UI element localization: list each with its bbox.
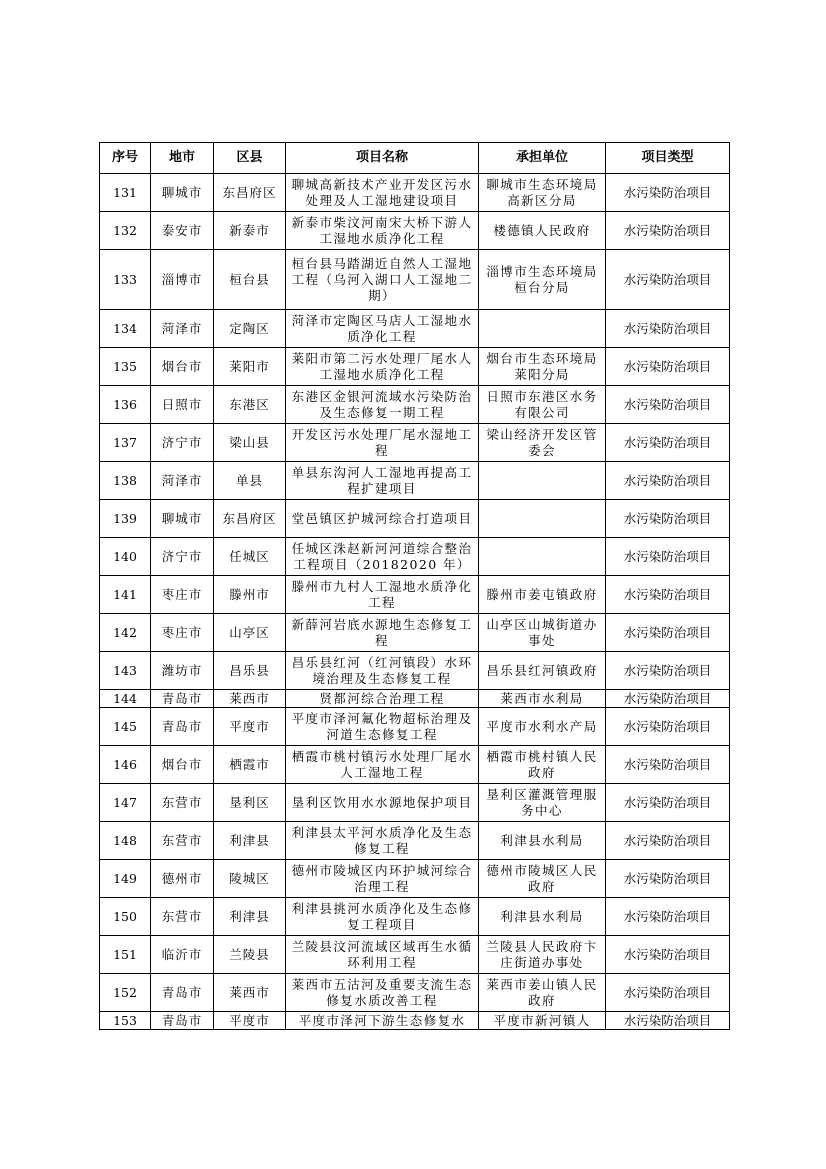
cell-no: 133 [100,250,151,310]
table-row [100,898,730,936]
cell-unit [479,462,606,500]
cell-project-name: 东港区金银河流域水污染防治及生态修复一期工程 [286,386,479,424]
cell-county: 栖霞市 [214,746,286,784]
table-row [100,386,730,424]
cell-city: 枣庄市 [151,576,214,614]
cell-city: 潍坊市 [151,652,214,690]
cell-county: 陵城区 [214,860,286,898]
cell-project-name: 昌乐县红河（红河镇段）水环境治理及生态修复工程 [286,652,479,690]
table-row [100,746,730,784]
cell-project-name: 桓台县马踏湖近自然人工湿地工程（乌河入湖口人工湿地二期） [286,250,479,310]
cell-county: 新泰市 [214,212,286,250]
cell-unit [479,500,606,538]
cell-unit: 平度市新河镇人 [479,1012,606,1030]
cell-city: 聊城市 [151,174,214,212]
cell-county: 东昌府区 [214,500,286,538]
header-no: 序号 [100,143,151,174]
cell-city: 东营市 [151,784,214,822]
cell-project-type: 水污染防治项目 [606,348,730,386]
cell-project-name: 莱阳市第二污水处理厂尾水人工湿地水质净化工程 [286,348,479,386]
cell-city: 淄博市 [151,250,214,310]
cell-city: 济宁市 [151,424,214,462]
cell-project-name: 德州市陵城区内环护城河综合治理工程 [286,860,479,898]
table-body [100,174,730,1030]
cell-county: 滕州市 [214,576,286,614]
table-row [100,174,730,212]
cell-unit: 莱西市水利局 [479,690,606,708]
table-row [100,974,730,1012]
cell-project-name: 新薛河岩底水源地生态修复工程 [286,614,479,652]
cell-no: 153 [100,1012,151,1030]
table-row [100,576,730,614]
cell-no: 145 [100,708,151,746]
cell-project-type: 水污染防治项目 [606,746,730,784]
cell-city: 青岛市 [151,974,214,1012]
cell-unit: 利津县水利局 [479,822,606,860]
cell-county: 东港区 [214,386,286,424]
cell-no: 151 [100,936,151,974]
cell-city: 东营市 [151,898,214,936]
table-row [100,538,730,576]
cell-project-name: 单县东沟河人工湿地再提高工程扩建项目 [286,462,479,500]
cell-project-type: 水污染防治项目 [606,424,730,462]
header-city: 地市 [151,143,214,174]
cell-county: 昌乐县 [214,652,286,690]
cell-no: 136 [100,386,151,424]
cell-project-type: 水污染防治项目 [606,174,730,212]
cell-project-type: 水污染防治项目 [606,708,730,746]
cell-city: 济宁市 [151,538,214,576]
cell-project-name: 贤都河综合治理工程 [286,690,479,708]
cell-unit: 平度市水利水产局 [479,708,606,746]
table-row [100,1012,730,1030]
cell-no: 148 [100,822,151,860]
cell-project-type: 水污染防治项目 [606,652,730,690]
cell-no: 141 [100,576,151,614]
cell-city: 德州市 [151,860,214,898]
project-table [99,142,730,1030]
cell-unit: 山亭区山城街道办事处 [479,614,606,652]
cell-county: 单县 [214,462,286,500]
cell-city: 菏泽市 [151,310,214,348]
table-row [100,614,730,652]
cell-no: 132 [100,212,151,250]
cell-project-type: 水污染防治项目 [606,250,730,310]
cell-project-name: 聊城高新技术产业开发区污水处理及人工湿地建设项目 [286,174,479,212]
cell-city: 青岛市 [151,690,214,708]
cell-project-name: 利津县挑河水质净化及生态修复工程项目 [286,898,479,936]
table-row [100,936,730,974]
cell-unit: 楼德镇人民政府 [479,212,606,250]
cell-no: 137 [100,424,151,462]
cell-county: 垦利区 [214,784,286,822]
table-row [100,500,730,538]
table-row [100,250,730,310]
cell-no: 146 [100,746,151,784]
cell-no: 135 [100,348,151,386]
cell-project-type: 水污染防治项目 [606,500,730,538]
table-header-row [100,143,730,174]
cell-county: 平度市 [214,708,286,746]
cell-unit: 日照市东港区水务有限公司 [479,386,606,424]
cell-project-type: 水污染防治项目 [606,310,730,348]
cell-unit: 莱西市姜山镇人民政府 [479,974,606,1012]
cell-no: 142 [100,614,151,652]
table-row [100,708,730,746]
cell-unit: 滕州市姜屯镇政府 [479,576,606,614]
cell-no: 150 [100,898,151,936]
cell-project-name: 滕州市九村人工湿地水质净化工程 [286,576,479,614]
cell-county: 莱西市 [214,974,286,1012]
cell-unit [479,310,606,348]
cell-unit: 利津县水利局 [479,898,606,936]
cell-project-type: 水污染防治项目 [606,860,730,898]
cell-county: 利津县 [214,822,286,860]
cell-unit: 烟台市生态环境局莱阳分局 [479,348,606,386]
cell-city: 烟台市 [151,746,214,784]
cell-project-name: 兰陵县汶河流域区域再生水循环利用工程 [286,936,479,974]
cell-project-name: 栖霞市桃村镇污水处理厂尾水人工湿地工程 [286,746,479,784]
cell-no: 140 [100,538,151,576]
cell-county: 东昌府区 [214,174,286,212]
cell-project-type: 水污染防治项目 [606,690,730,708]
cell-county: 梁山县 [214,424,286,462]
table-row [100,348,730,386]
cell-project-name: 平度市泽河氟化物超标治理及河道生态修复工程 [286,708,479,746]
cell-county: 莱阳市 [214,348,286,386]
header-county: 区县 [214,143,286,174]
cell-project-name: 莱西市五沽河及重要支流生态修复水质改善工程 [286,974,479,1012]
cell-project-type: 水污染防治项目 [606,576,730,614]
table-row [100,860,730,898]
cell-project-name: 堂邑镇区护城河综合打造项目 [286,500,479,538]
cell-city: 青岛市 [151,1012,214,1030]
table-row [100,310,730,348]
cell-project-name: 开发区污水处理厂尾水湿地工程 [286,424,479,462]
cell-project-name: 菏泽市定陶区马店人工湿地水质净化工程 [286,310,479,348]
table-row [100,822,730,860]
cell-project-type: 水污染防治项目 [606,898,730,936]
cell-county: 平度市 [214,1012,286,1030]
cell-project-name: 任城区洙赵新河河道综合整治工程项目（20182020 年） [286,538,479,576]
table-row [100,652,730,690]
cell-city: 临沂市 [151,936,214,974]
cell-city: 枣庄市 [151,614,214,652]
cell-project-type: 水污染防治项目 [606,974,730,1012]
cell-unit: 栖霞市桃村镇人民政府 [479,746,606,784]
cell-project-type: 水污染防治项目 [606,822,730,860]
cell-unit: 昌乐县红河镇政府 [479,652,606,690]
cell-project-type: 水污染防治项目 [606,784,730,822]
cell-no: 139 [100,500,151,538]
cell-project-name: 利津县太平河水质净化及生态修复工程 [286,822,479,860]
cell-project-type: 水污染防治项目 [606,936,730,974]
cell-city: 泰安市 [151,212,214,250]
cell-county: 桓台县 [214,250,286,310]
cell-county: 利津县 [214,898,286,936]
cell-project-type: 水污染防治项目 [606,462,730,500]
cell-project-type: 水污染防治项目 [606,386,730,424]
cell-county: 任城区 [214,538,286,576]
cell-city: 烟台市 [151,348,214,386]
cell-city: 聊城市 [151,500,214,538]
cell-county: 兰陵县 [214,936,286,974]
cell-city: 日照市 [151,386,214,424]
cell-project-name: 平度市泽河下游生态修复水 [286,1012,479,1030]
cell-unit: 聊城市生态环境局高新区分局 [479,174,606,212]
cell-county: 定陶区 [214,310,286,348]
cell-unit [479,538,606,576]
cell-no: 152 [100,974,151,1012]
table-row [100,212,730,250]
table-row [100,462,730,500]
cell-no: 144 [100,690,151,708]
cell-project-type: 水污染防治项目 [606,614,730,652]
cell-unit: 德州市陵城区人民政府 [479,860,606,898]
cell-county: 莱西市 [214,690,286,708]
cell-unit: 淄博市生态环境局桓台分局 [479,250,606,310]
cell-no: 149 [100,860,151,898]
header-project-name: 项目名称 [286,143,479,174]
cell-no: 147 [100,784,151,822]
cell-project-type: 水污染防治项目 [606,212,730,250]
cell-project-type: 水污染防治项目 [606,1012,730,1030]
cell-unit: 兰陵县人民政府卞庄街道办事处 [479,936,606,974]
cell-county: 山亭区 [214,614,286,652]
cell-project-name: 新泰市柴汶河南宋大桥下游人工湿地水质净化工程 [286,212,479,250]
cell-no: 131 [100,174,151,212]
cell-no: 134 [100,310,151,348]
table-row [100,424,730,462]
cell-project-type: 水污染防治项目 [606,538,730,576]
cell-city: 东营市 [151,822,214,860]
cell-unit: 梁山经济开发区管委会 [479,424,606,462]
cell-no: 143 [100,652,151,690]
cell-project-name: 垦利区饮用水水源地保护项目 [286,784,479,822]
table-row [100,690,730,708]
cell-no: 138 [100,462,151,500]
cell-city: 青岛市 [151,708,214,746]
table-row [100,784,730,822]
cell-unit: 垦利区灌溉管理服务中心 [479,784,606,822]
header-project-type: 项目类型 [606,143,730,174]
header-unit: 承担单位 [479,143,606,174]
cell-city: 菏泽市 [151,462,214,500]
